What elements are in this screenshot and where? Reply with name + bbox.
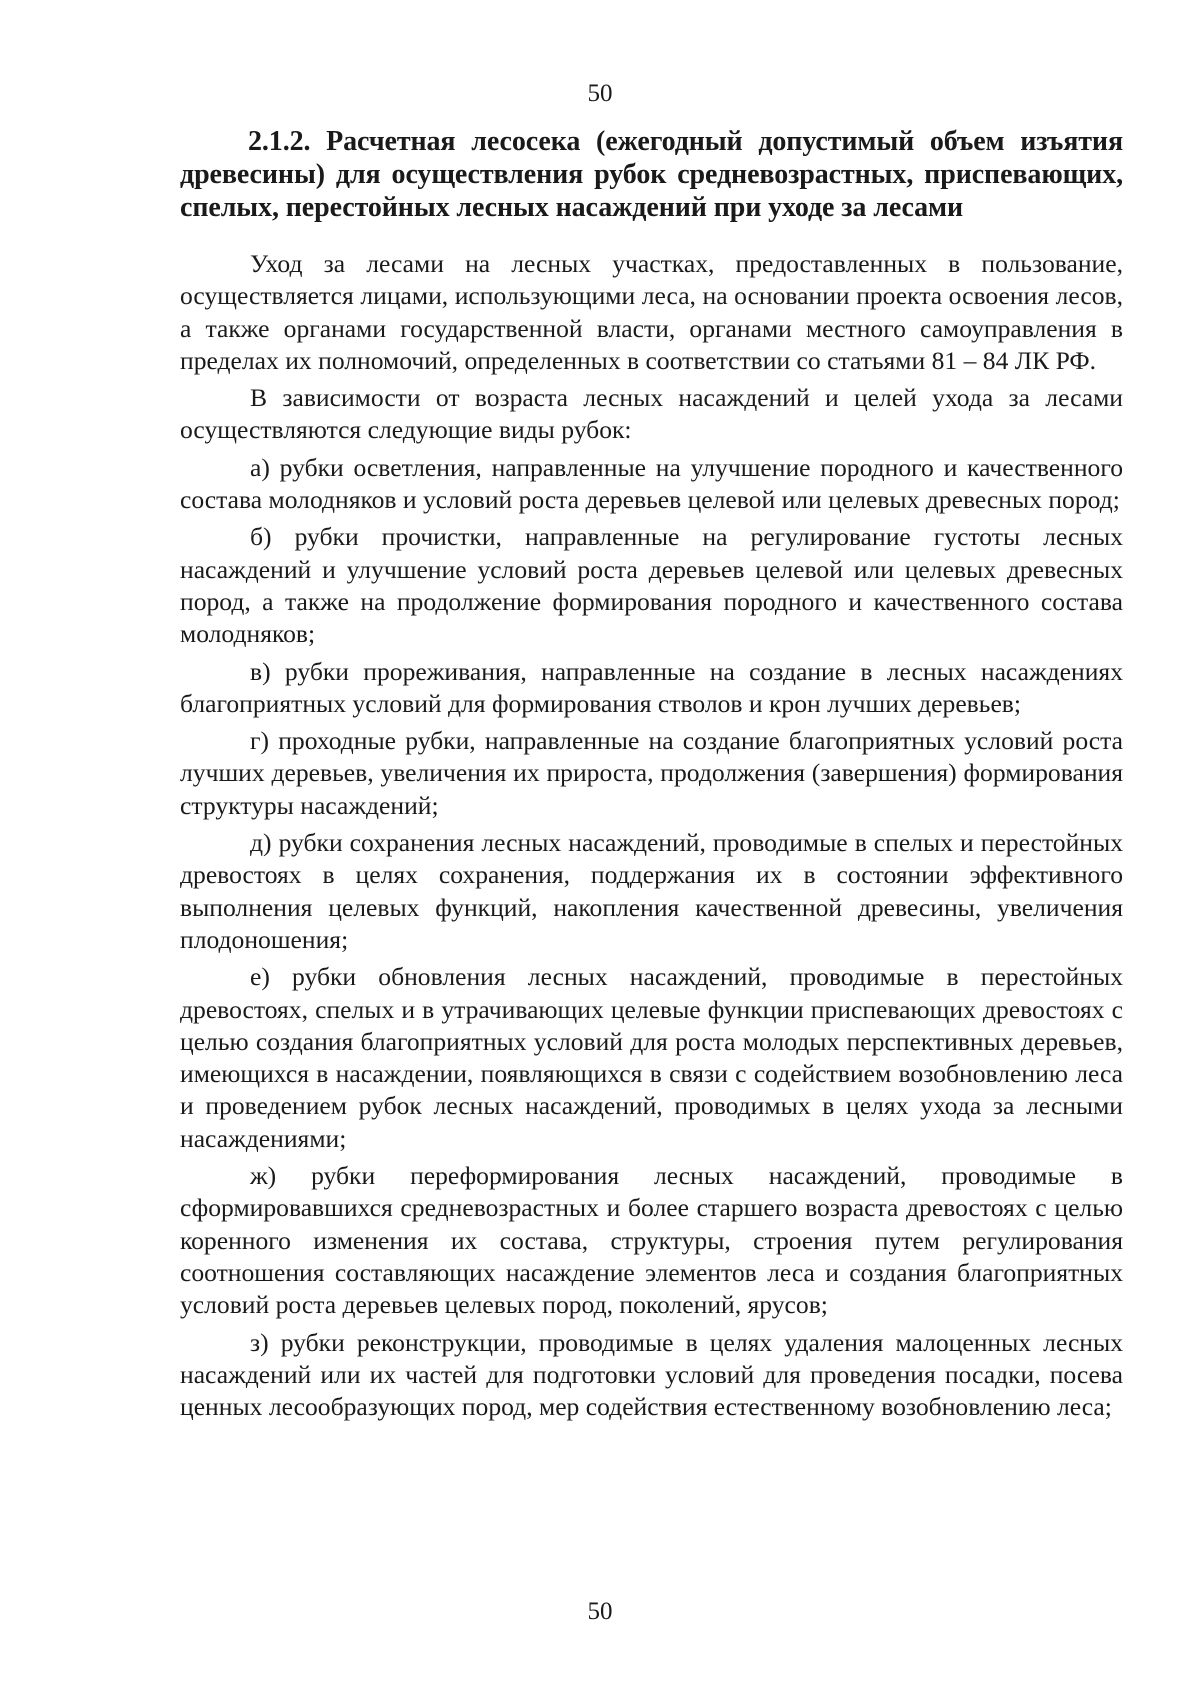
list-item-zh: ж) рубки переформирования лесных насаждений, проводимые в сформировавшихся средневозрастных и более старшего возраста древостоях с целью коренного изменения их состава, структуры, строения путем регулирования соотношения составляющих насаждение элементов леса и создания благоприятных условий роста деревьев целевых пород, поколений, ярусов; <box>180 1161 1123 1320</box>
page-number-top: 50 <box>587 80 613 107</box>
body-text <box>180 248 1123 1428</box>
list-item-b: б) рубки прочистки, направленные на регулирование густоты лесных насаждений и улучшение условий роста деревьев целевой или целевых древесных пород, а также на продолжение формирования породного и качественного состава молодняков; <box>180 522 1123 649</box>
paragraph: В зависимости от возраста лесных насаждений и целей ухода за лесами осуществляются следующие виды рубок: <box>180 383 1123 445</box>
list-item-v: в) рубки прореживания, направленные на создание в лесных насаждениях благоприятных условий для формирования стволов и крон лучших деревьев; <box>180 656 1123 718</box>
list-item-e: е) рубки обновления лесных насаждений, проводимые в перестойных древостоях, спелых и в утрачивающих целевые функции приспевающих древостоях с целью создания благоприятных условий для роста молодых перспективных деревьев, имеющихся в насаждении, появляющихся в связи с содействием возобновлению леса и проведением рубок лесных насаждений, проводимых в целях ухода за лесными насаждениями; <box>180 962 1123 1153</box>
list-item-z: з) рубки реконструкции, проводимые в целях удаления малоценных лесных насаждений или их частей для подготовки условий для проведения посадки, посева ценных лесообразующих пород, мер содействия естественному возобновлению леса; <box>180 1327 1123 1422</box>
paragraph: Уход за лесами на лесных участках, предоставленных в пользование, осуществляется лицами, использующими леса, на основании проекта освоения лесов, а также органами государственной власти, органами местного самоуправления в пределах их полномочий, определенных в соответствии со статьями 81 – 84 ЛК РФ. <box>180 249 1123 375</box>
list-item-a: а) рубки осветления, направленные на улучшение породного и качественного состава молодняков и условий роста деревьев целевой или целевых древесных пород; <box>180 452 1123 515</box>
list-item-d: д) рубки сохранения лесных насаждений, проводимые в спелых и перестойных древостоях в целях сохранения, поддержания их в состоянии эффективного выполнения целевых функций, накопления качественной древесины, увеличения плодоношения; <box>180 828 1123 954</box>
list-item-g: г) проходные рубки, направленные на создание благоприятных условий роста лучших деревьев, увеличения их прироста, продолжения (завершения) формирования структуры насаждений; <box>180 726 1123 820</box>
page-number-bottom: 50 <box>587 1598 613 1625</box>
section-heading: 2.1.2. Расчетная лесосека (ежегодный допустимый объем изъятия древесины) для осуществления рубок средневозрастных, приспевающих, спелых, перестойных лесных насаждений при уходе за лесами <box>180 126 1123 223</box>
